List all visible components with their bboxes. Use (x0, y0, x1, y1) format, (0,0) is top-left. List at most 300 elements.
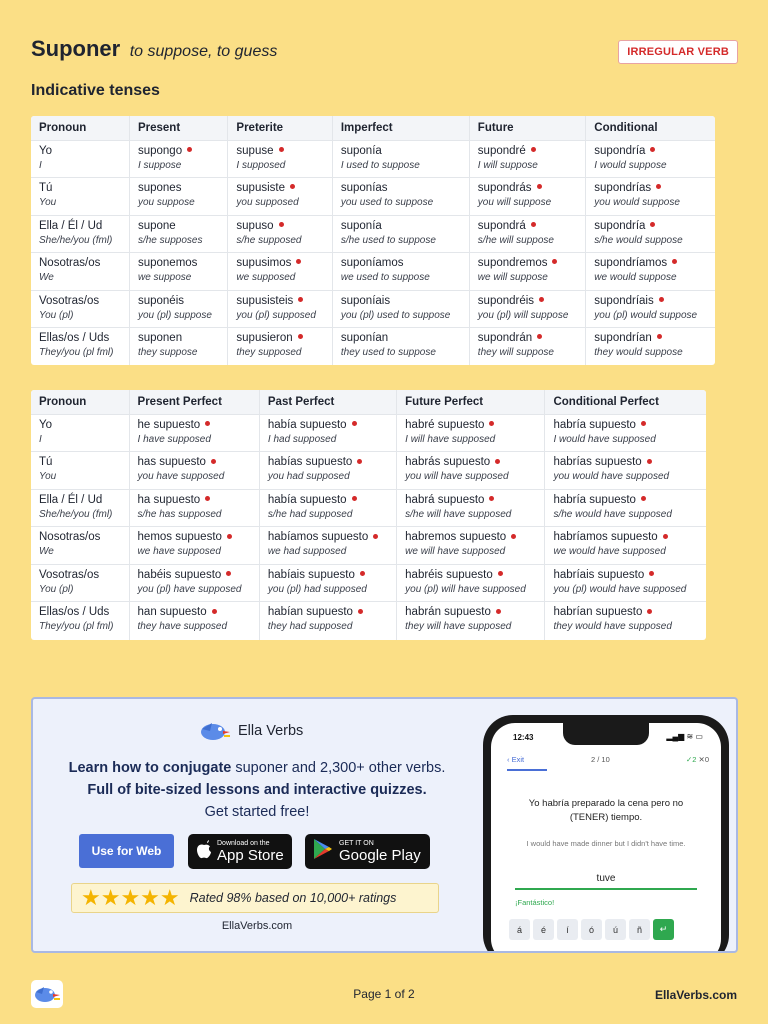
conjugation-cell (586, 215, 715, 253)
english-gloss: you had supposed (267, 471, 350, 483)
conjugation-cell (228, 328, 332, 366)
conjugated-form (341, 294, 461, 308)
form-text: supuso (236, 219, 274, 232)
irregular-dot-icon (531, 147, 536, 152)
accent-key[interactable]: ñ (629, 919, 650, 940)
conjugated-form (268, 530, 388, 544)
english-gloss: you (pl) would suppose (594, 309, 698, 321)
pronoun-cell (31, 414, 129, 452)
pronoun-cell (31, 253, 129, 291)
irregular-dot-icon (489, 421, 494, 426)
irregular-dot-icon (360, 571, 365, 576)
english-gloss: you (pl) had supposed (267, 583, 367, 595)
conjugated-form (138, 144, 219, 158)
pronoun-english: You (pl) (39, 583, 74, 595)
verb-title: Suponer (31, 36, 121, 61)
pronoun: Nosotras/os (39, 531, 101, 544)
app-store-label: App Store (217, 846, 284, 864)
quiz-prompt: Yo habría preparado la cena pero no (TENER) tiempo. (528, 798, 684, 823)
conjugated-form (341, 219, 461, 233)
form-text: supondrás (477, 182, 532, 194)
conjugation-cell (586, 253, 715, 291)
conjugation-cell (332, 178, 469, 216)
conjugation-cell (332, 328, 469, 366)
conjugation-cell (129, 253, 227, 291)
conjugation-cell (397, 564, 545, 602)
quiz-progress: 2 / 10 (591, 755, 610, 764)
conjugation-cell (397, 602, 545, 640)
irregular-dot-icon (495, 459, 500, 464)
column-header: Past Perfect (259, 390, 396, 414)
form-text: suponemos (137, 257, 198, 269)
english-gloss: you (pl) have supposed (137, 583, 242, 595)
column-header: Conditional (586, 116, 715, 140)
phone-mockup (483, 715, 729, 953)
pronoun-english: You (39, 471, 57, 483)
english-gloss: s/he would have supposed (553, 508, 672, 520)
table-row (31, 602, 706, 640)
conjugation-cell (129, 140, 227, 178)
conjugated-form (405, 493, 536, 507)
irregular-dot-icon (511, 534, 516, 539)
english-gloss: we have supposed (137, 546, 221, 558)
google-play-small: GET IT ON (339, 839, 374, 847)
irregular-dot-icon (531, 222, 536, 227)
enter-key[interactable]: ↵ (653, 919, 674, 940)
form-text: suponías (340, 182, 388, 194)
table-row (31, 140, 715, 178)
pronoun-cell (31, 452, 129, 490)
conjugated-form (236, 256, 323, 270)
form-text: habrás supuesto (405, 456, 491, 469)
conjugation-cell (259, 452, 396, 490)
english-gloss: they have supposed (137, 621, 228, 633)
header (31, 36, 738, 66)
column-header: Pronoun (31, 390, 129, 414)
form-text: supondréis (477, 294, 535, 307)
pronoun: Tú (39, 456, 53, 469)
correct-count: ✓2 (685, 755, 697, 764)
conjugated-form (594, 181, 707, 195)
conjugation-cell (332, 215, 469, 253)
conjugation-cell (545, 602, 706, 640)
pronoun: Vosotras/os (39, 568, 100, 581)
form-text: supondríamos (594, 257, 668, 269)
wrong-count: ✕0 (698, 755, 709, 764)
google-play-label: Google Play (339, 846, 421, 864)
english-gloss: you (pl) used to suppose (340, 309, 451, 321)
english-gloss: we will have supposed (405, 546, 506, 558)
english-gloss: we supposed (236, 272, 296, 283)
english-gloss: you would have supposed (553, 471, 670, 483)
english-gloss: s/he had supposed (267, 508, 353, 520)
irregular-dot-icon (489, 496, 494, 501)
english-gloss: s/he has supposed (137, 508, 222, 520)
table-row (31, 178, 715, 216)
conjugated-form (236, 144, 323, 158)
irregular-dot-icon (496, 609, 501, 614)
accent-key[interactable]: é (533, 919, 554, 940)
english-gloss: you (pl) would have supposed (553, 583, 687, 595)
conjugated-form (478, 219, 577, 233)
conjugation-cell (259, 489, 396, 527)
form-text: suponen (137, 332, 183, 344)
answer-input[interactable]: tuve (515, 873, 697, 890)
form-text: había supuesto (267, 418, 347, 431)
irregular-dot-icon (205, 421, 210, 426)
irregular-dot-icon (290, 184, 295, 189)
english-gloss: s/he will suppose (477, 234, 554, 246)
brand[interactable] (198, 719, 303, 743)
pronoun: Ellas/os / Uds (39, 606, 110, 619)
pronoun-english: We (39, 272, 54, 283)
conjugated-form (341, 331, 461, 345)
conjugated-form (594, 294, 707, 308)
conjugated-form (138, 418, 251, 432)
conjugation-cell (332, 290, 469, 328)
pronoun: Yo (39, 418, 53, 431)
column-header: Present Perfect (129, 390, 259, 414)
english-gloss: they would suppose (594, 347, 683, 358)
promo-site-link[interactable]: EllaVerbs.com (221, 920, 293, 932)
form-text: supusiste (236, 182, 285, 194)
irregular-dot-icon (647, 609, 652, 614)
quiz-progress-bar (507, 769, 547, 771)
conjugation-cell (129, 527, 259, 565)
conjugation-cell (397, 452, 545, 490)
english-gloss: you used to suppose (340, 197, 434, 208)
english-gloss: you supposed (236, 197, 299, 208)
irregular-dot-icon (358, 609, 363, 614)
irregular-dot-icon (226, 571, 231, 576)
english-gloss: they had supposed (267, 621, 353, 633)
conjugated-form (268, 455, 388, 469)
promo-line-3: Get started free! (204, 804, 310, 820)
irregular-dot-icon (663, 534, 668, 539)
form-text: supusisteis (236, 294, 294, 307)
form-text: suponéis (137, 294, 185, 307)
irregular-dot-icon (498, 571, 503, 576)
form-text: suponía (340, 144, 382, 157)
english-gloss: I supposed (236, 159, 286, 171)
pronoun-cell (31, 215, 129, 253)
table-row (31, 527, 706, 565)
form-text: habremos supuesto (405, 531, 507, 544)
english-gloss: you (pl) will suppose (477, 309, 569, 321)
english-gloss: you will have supposed (405, 471, 509, 483)
accent-keyboard (509, 919, 674, 940)
form-text: suponía (340, 219, 382, 232)
conjugated-form (138, 455, 251, 469)
rating-text: Rated 98% based on 10,000+ ratings (189, 891, 397, 905)
table-row (31, 414, 706, 452)
conjugation-cell (545, 564, 706, 602)
irregular-dot-icon (298, 334, 303, 339)
irregular-dot-icon (552, 259, 557, 264)
column-header: Preterite (228, 116, 332, 140)
english-gloss: you (pl) suppose (137, 309, 212, 321)
form-text: supondría (594, 144, 646, 157)
conjugated-form (553, 493, 698, 507)
accent-key[interactable]: á (509, 919, 530, 940)
conjugation-cell (469, 328, 585, 366)
promo-line-1 (33, 757, 481, 779)
apple-icon (196, 840, 212, 864)
conjugation-cell (545, 527, 706, 565)
conjugation-cell (129, 178, 227, 216)
english-gloss: you have supposed (137, 471, 225, 483)
pronoun: Tú (39, 182, 53, 194)
pronoun: Nosotras/os (39, 257, 101, 269)
english-gloss: they suppose (137, 347, 198, 358)
english-gloss: I will suppose (477, 159, 538, 171)
column-header: Pronoun (31, 116, 129, 140)
irregular-dot-icon (352, 496, 357, 501)
english-gloss: I used to suppose (340, 159, 420, 171)
status-icons: ▂▄▆ ≋ ▭ (666, 732, 703, 741)
quiz-scores (686, 755, 709, 764)
conjugated-form (138, 331, 219, 345)
pronoun-cell (31, 140, 129, 178)
google-play-icon (313, 838, 333, 865)
conjugated-form (478, 294, 577, 308)
form-text: supongo (137, 144, 183, 157)
conjugated-form (594, 219, 707, 233)
promo-copy (33, 757, 481, 823)
form-text: he supuesto (137, 418, 201, 431)
column-header: Future (469, 116, 585, 140)
conjugation-cell (129, 215, 227, 253)
irregular-dot-icon (537, 334, 542, 339)
pronoun-english: You (39, 197, 57, 208)
quiz-translation: I would have made dinner but I didn't have time. (526, 839, 686, 848)
conjugation-cell (228, 178, 332, 216)
irregular-dot-icon (537, 184, 542, 189)
table-row (31, 452, 706, 490)
pronoun-cell (31, 290, 129, 328)
conjugation-cell (545, 452, 706, 490)
pronoun-english: I (39, 159, 42, 171)
irregular-dot-icon (650, 147, 655, 152)
conjugation-cell (228, 215, 332, 253)
accent-key[interactable]: ó (581, 919, 602, 940)
irregular-dot-icon (187, 147, 192, 152)
app-store-small: Download on the (217, 839, 270, 847)
form-text: habrán supuesto (405, 606, 491, 619)
english-gloss: I will have supposed (405, 433, 496, 445)
promo-line-1-rest: suponer and 2,300+ other verbs. (231, 760, 446, 776)
conjugated-form (341, 144, 461, 158)
form-text: supondrán (477, 332, 533, 344)
conjugated-form (138, 493, 251, 507)
quiz-app-bar (491, 751, 721, 771)
conjugated-form (553, 605, 698, 619)
irregular-dot-icon (211, 459, 216, 464)
app-store-button[interactable] (188, 834, 292, 869)
conjugated-form (405, 530, 536, 544)
pronoun-cell (31, 602, 129, 640)
pronoun-cell (31, 178, 129, 216)
conjugation-cell (259, 564, 396, 602)
english-gloss: they supposed (236, 347, 302, 358)
pronoun: Vosotras/os (39, 294, 100, 307)
column-header: Present (129, 116, 227, 140)
english-gloss: they will have supposed (405, 621, 512, 633)
conjugated-form (138, 605, 251, 619)
conjugation-cell (469, 178, 585, 216)
conjugation-cell (228, 290, 332, 328)
english-gloss: you suppose (137, 197, 195, 208)
conjugation-cell (586, 290, 715, 328)
accent-key[interactable]: ú (605, 919, 626, 940)
feedback-text: ¡Fantástico! (515, 898, 555, 907)
conjugated-form (478, 331, 577, 345)
form-text: supondrá (477, 219, 526, 232)
english-gloss: we will suppose (477, 272, 548, 283)
form-text: habría supuesto (553, 493, 636, 506)
irregular-dot-icon (649, 571, 654, 576)
conjugated-form (594, 144, 707, 158)
english-gloss: they would have supposed (553, 621, 672, 633)
conjugated-form (138, 219, 219, 233)
english-gloss: s/he supposes (137, 234, 203, 246)
conjugation-cell (129, 564, 259, 602)
form-text: habíais supuesto (267, 568, 355, 581)
irregular-dot-icon (373, 534, 378, 539)
conjugated-form (268, 568, 388, 582)
conjugation-cell (129, 414, 259, 452)
irregular-dot-icon (641, 421, 646, 426)
conjugation-cell (469, 215, 585, 253)
irregular-dot-icon (659, 297, 664, 302)
conjugation-cell (586, 328, 715, 366)
form-text: supuse (236, 144, 274, 157)
table-row (31, 564, 706, 602)
star-rating-icon: ★★★★★ (81, 885, 180, 910)
table-row (31, 253, 715, 291)
conjugation-cell (228, 253, 332, 291)
english-gloss: s/he supposed (236, 234, 302, 246)
english-gloss: you (pl) will have supposed (405, 583, 526, 595)
irregular-dot-icon (650, 222, 655, 227)
form-text: has supuesto (137, 456, 206, 469)
form-text: supondrían (594, 332, 652, 344)
pronoun: Ella / Él / Ud (39, 219, 103, 232)
form-text: supondré (477, 144, 526, 157)
form-text: habré supuesto (405, 418, 485, 431)
section-title: Indicative tenses (31, 82, 160, 99)
form-text: supondremos (477, 257, 548, 269)
conjugation-cell (129, 290, 227, 328)
irregular-dot-icon (657, 334, 662, 339)
form-text: hemos supuesto (137, 531, 222, 544)
google-play-button[interactable] (305, 834, 430, 869)
form-text: supones (137, 182, 182, 194)
conjugated-form (138, 568, 251, 582)
conjugated-form (341, 181, 461, 195)
english-gloss: s/he will have supposed (405, 508, 512, 520)
conjugated-form (268, 418, 388, 432)
pronoun-english: I (39, 433, 42, 445)
rating-box (71, 883, 439, 913)
english-gloss: s/he would suppose (594, 234, 683, 246)
english-gloss: you (pl) supposed (236, 309, 316, 321)
conjugated-form (478, 144, 577, 158)
conjugation-cell (469, 290, 585, 328)
conjugation-cell (129, 489, 259, 527)
conjugation-cell (332, 140, 469, 178)
promo-line-2: Full of bite-sized lessons and interactive quizzes. (87, 782, 427, 798)
pronoun-english: She/he/you (fml) (39, 508, 113, 520)
conjugation-cell (129, 452, 259, 490)
english-gloss: they used to suppose (340, 347, 436, 358)
form-text: habéis supuesto (137, 568, 222, 581)
conjugation-cell (586, 178, 715, 216)
conjugated-form (236, 294, 323, 308)
use-for-web-button[interactable]: Use for Web (79, 834, 174, 868)
pronoun-cell (31, 527, 129, 565)
pronoun-english: She/he/you (fml) (39, 234, 113, 246)
conjugated-form (478, 181, 577, 195)
form-text: suponían (340, 332, 389, 344)
conjugated-form (553, 455, 698, 469)
english-gloss: we would have supposed (553, 546, 666, 558)
english-gloss: I had supposed (267, 433, 337, 445)
form-text: habréis supuesto (405, 568, 493, 581)
promo-line-1-bold: Learn how to conjugate (68, 760, 232, 776)
conjugation-cell (397, 489, 545, 527)
irregular-dot-icon (357, 459, 362, 464)
form-text: habían supuesto (267, 606, 353, 619)
conjugation-cell (228, 140, 332, 178)
conjugated-form (236, 181, 323, 195)
footer-site-link[interactable]: EllaVerbs.com (654, 988, 737, 1002)
promo-banner (31, 697, 738, 953)
conjugation-cell (545, 489, 706, 527)
english-gloss: we suppose (137, 272, 192, 283)
irregular-dot-icon (656, 184, 661, 189)
conjugation-cell (129, 328, 227, 366)
column-header: Future Perfect (397, 390, 545, 414)
form-text: supusieron (236, 332, 293, 344)
irregular-dot-icon (352, 421, 357, 426)
form-text: supusimos (236, 257, 292, 269)
table-row (31, 328, 715, 366)
conjugated-form (553, 530, 698, 544)
conjugation-cell (397, 414, 545, 452)
form-text: había supuesto (267, 493, 347, 506)
column-header: Conditional Perfect (545, 390, 706, 414)
accent-key[interactable]: í (557, 919, 578, 940)
conjugated-form (341, 256, 461, 270)
conjugated-form (405, 418, 536, 432)
form-text: suponíais (340, 294, 391, 307)
conjugated-form (405, 605, 536, 619)
conjugation-cell (545, 414, 706, 452)
irregular-dot-icon (212, 609, 217, 614)
conjugated-form (268, 605, 388, 619)
english-gloss: I would suppose (594, 159, 667, 171)
conjugated-form (138, 530, 251, 544)
pronoun: Ella / Él / Ud (39, 493, 103, 506)
form-text: habría supuesto (553, 418, 636, 431)
conjugation-cell (469, 140, 585, 178)
phone-screen (491, 723, 721, 953)
brand-name: Ella Verbs (238, 723, 304, 739)
exit-button[interactable]: ‹ Exit (507, 755, 525, 764)
irregular-dot-icon (672, 259, 677, 264)
table-row (31, 290, 715, 328)
